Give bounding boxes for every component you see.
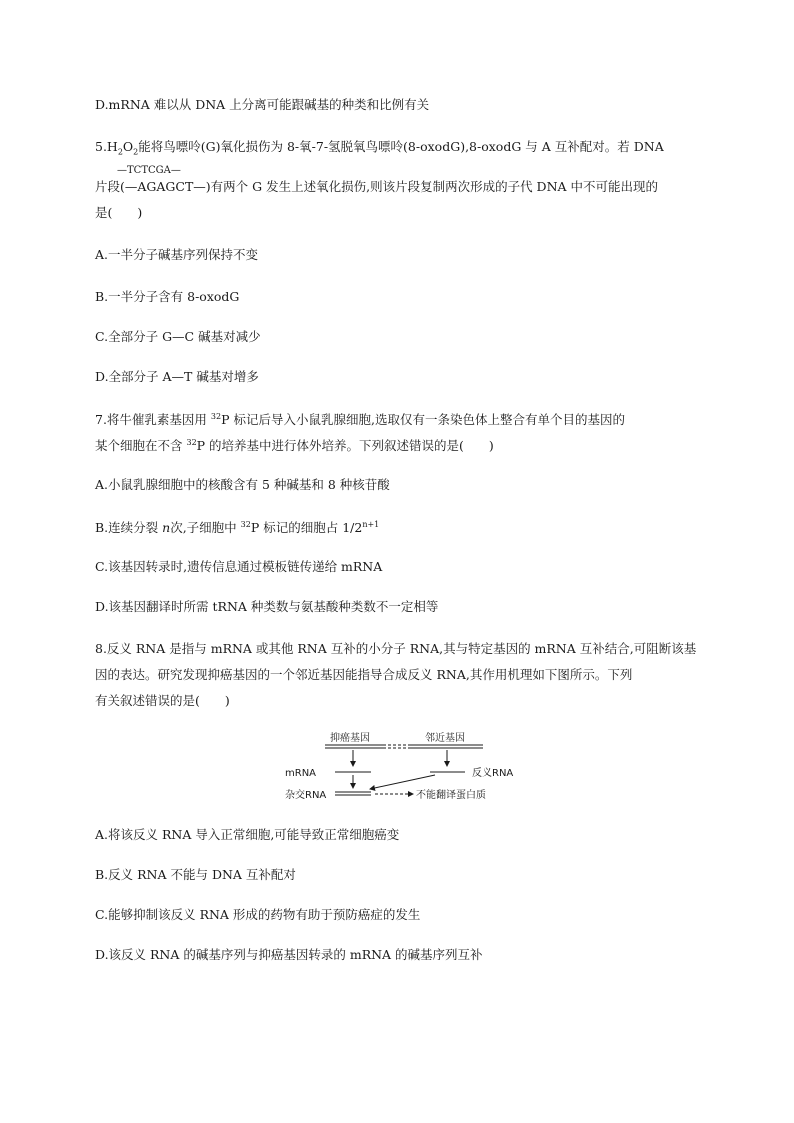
q8-option-a: A.将该反义 RNA 导入正常细胞,可能导致正常细胞癌变 <box>95 827 400 842</box>
antisense-rna-diagram <box>285 728 525 808</box>
antisense-rna-label: 反义RNA <box>472 768 514 779</box>
q7-option-c: C.该基因转录时,遗传信息通过模板链传递给 mRNA <box>95 559 383 574</box>
q8-option-b: B.反义 RNA 不能与 DNA 互补配对 <box>95 867 296 882</box>
q7-option-a: A.小鼠乳腺细胞中的核酸含有 5 种碱基和 8 种核苷酸 <box>95 477 390 492</box>
hybrid-rna-label: 杂交RNA <box>285 790 327 801</box>
q5-option-d: D.全部分子 A—T 碱基对增多 <box>95 369 259 384</box>
q4-option-d: D.mRNA 难以从 DNA 上分离可能跟碱基的种类和比例有关 <box>95 97 430 112</box>
dna-double-strand <box>325 745 483 748</box>
q5-option-a: A.一半分子碱基序列保持不变 <box>95 247 259 262</box>
q5-top-strand: —TCTCGA— <box>117 165 181 176</box>
q8-option-d: D.该反义 RNA 的碱基序列与抑癌基因转录的 mRNA 的碱基序列互补 <box>95 947 483 962</box>
q5-stem-line2: 片段(—AGAGCT—)有两个 G 发生上述氧化损伤,则该片段复制两次形成的子代 DNA 中不可能出现的 <box>95 179 659 194</box>
q8-stem-line1: 8.反义 RNA 是指与 mRNA 或其他 RNA 互补的小分子 RNA,其与特定基因的 mRNA 互补结合,可阻断该基 <box>95 641 697 656</box>
q7-stem-line2: 某个细胞在不含 $^{32}$P 的培养基中进行体外培养。下列叙述错误的是( ) <box>95 438 494 454</box>
binding-arrow <box>370 775 435 789</box>
q8-stem-line3: 有关叙述错误的是( ) <box>95 693 230 708</box>
q5-stem-line3: 是( ) <box>95 205 143 220</box>
q5-option-b: B.一半分子含有 8-oxodG <box>95 289 240 304</box>
q7-option-b: B.连续分裂 n次,子细胞中 $^{32}$P 标记的细胞占 $1/2^{n+1}$ <box>95 520 380 536</box>
q5-stem-line1: $5.H_2O_2$能将鸟嘌呤(G)氧化损伤为 8-氧-7-氢脱氧鸟嘌呤(8-oxodG),8-oxodG 与 A 互补配对。若 DNA <box>95 139 664 157</box>
tumor-suppressor-gene-label: 抑癌基因 <box>330 733 370 744</box>
q7-stem-line1: 7.将牛催乳素基因用 $^{32}$P 标记后导入小鼠乳腺细胞,选取仅有一条染色体上整合有单个目的基因的 <box>95 412 625 428</box>
q8-option-c: C.能够抑制该反义 RNA 形成的药物有助于预防癌症的发生 <box>95 907 421 922</box>
adjacent-gene-label: 邻近基因 <box>425 733 465 744</box>
result-label: 不能翻译蛋白质 <box>416 790 486 801</box>
q8-stem-line2: 因的表达。研究发现抑癌基因的一个邻近基因能指导合成反义 RNA,其作用机理如下图所示。下列 <box>95 667 633 682</box>
mrna-label: mRNA <box>285 768 317 779</box>
q5-option-c: C.全部分子 G—C 碱基对减少 <box>95 329 261 344</box>
q7-option-d: D.该基因翻译时所需 tRNA 种类数与氨基酸种类数不一定相等 <box>95 599 439 614</box>
